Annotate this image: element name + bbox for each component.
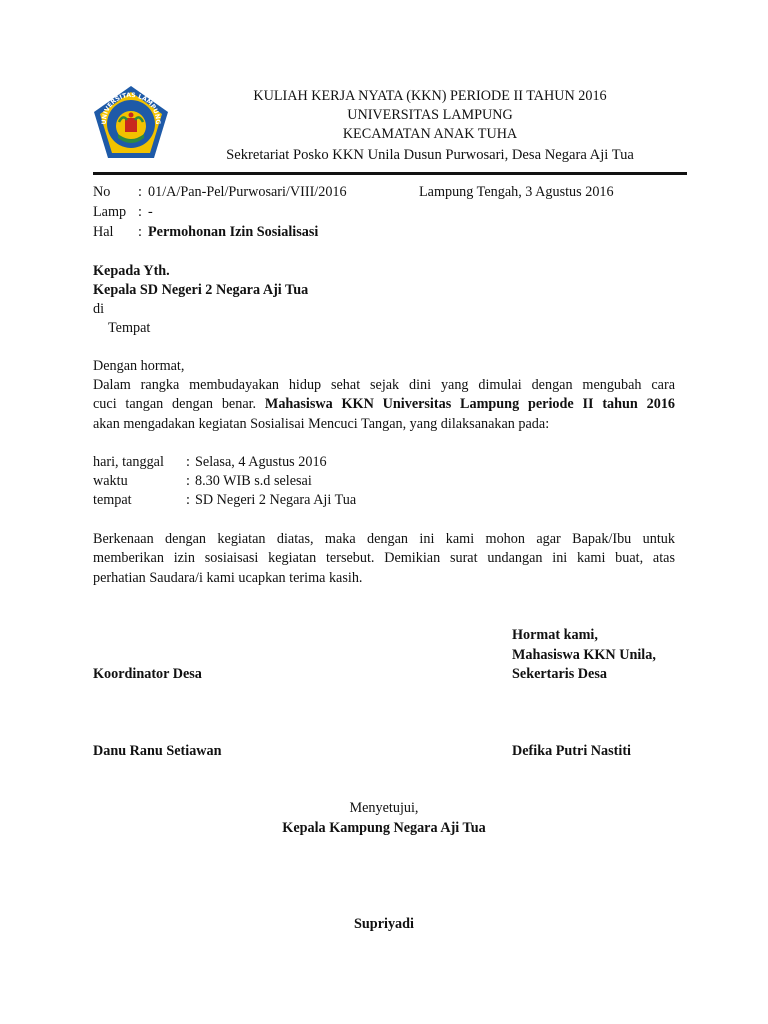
intro-line-2-text: cuci tangan dengan benar.	[93, 396, 257, 413]
request-line-3: perhatian Saudara/i kami ucapkan terima kasih.	[93, 569, 363, 586]
header-district: KECAMATAN ANAK TUHA	[342, 126, 518, 142]
event-day-value: Selasa, 4 Agustus 2016	[195, 454, 327, 470]
approval-name: Supriyadi	[354, 916, 414, 932]
event-place-label: tempat	[93, 492, 132, 508]
event-time-value: 8.30 WIB s.d selesai	[195, 473, 312, 489]
header-kkn-title: KULIAH KERJA NYATA (KKN) PERIODE II TAHUN 2016	[253, 88, 607, 104]
request-line-1: Berkenaan dengan kegiatan diatas, maka dengan ini kami mohon agar Bapak/Ibu untuk	[93, 531, 675, 547]
closing-students: Mahasiswa KKN Unila,	[512, 647, 656, 663]
event-time-sep: :	[186, 473, 190, 489]
paragraph-intro	[93, 376, 675, 434]
recipient-greeting: Kepada Yth.	[93, 263, 170, 279]
logo-text: UNIVERSITAS LAMPUNG	[100, 91, 162, 125]
event-day-sep: :	[186, 454, 190, 470]
event-place-sep: :	[186, 492, 190, 508]
request-line-2: memberikan izin sosiaisasi kegiatan tersebut. Demikian surat undangan ini kami buat, atas	[93, 550, 675, 567]
letter-date: Lampung Tengah, 3 Agustus 2016	[419, 184, 614, 200]
meta-hal-sep: :	[138, 224, 142, 240]
event-time-label: waktu	[93, 473, 128, 489]
meta-lamp-sep: :	[138, 204, 142, 220]
header-divider	[93, 172, 687, 175]
signature-right-name: Defika Putri Nastiti	[512, 743, 632, 759]
header-university: UNIVERSITAS LAMPUNG	[347, 107, 513, 123]
closing-regards: Hormat kami,	[512, 627, 598, 643]
signature-left-name: Danu Ranu Setiawan	[93, 743, 222, 759]
meta-no-value: 01/A/Pan-Pel/Purwosari/VIII/2016	[148, 184, 347, 200]
intro-line-2-bold: Mahasiswa KKN Universitas Lampung periode II tahun 2016	[264, 396, 676, 413]
recipient-place: Tempat	[108, 320, 151, 336]
intro-line-3: akan mengadakan kegiatan Sosialisai Mencuci Tangan, yang dilaksanakan pada:	[93, 415, 550, 432]
intro-line-1: Dalam rangka membudayakan hidup sehat sejak dini yang dimulai dengan mengubah cara	[93, 377, 675, 393]
event-day-label: hari, tanggal	[93, 454, 164, 470]
signature-right-title: Sekertaris Desa	[512, 666, 607, 682]
meta-no-label: No	[93, 184, 111, 200]
intro-line-2	[93, 395, 675, 414]
recipient-di: di	[93, 301, 105, 317]
opening-salutation: Dengan hormat,	[93, 358, 185, 374]
header-secretariat: Sekretariat Posko KKN Unila Dusun Purwosari, Desa Negara Aji Tua	[226, 147, 634, 163]
meta-lamp-label: Lamp	[93, 204, 127, 220]
approval-title: Kepala Kampung Negara Aji Tua	[282, 820, 486, 836]
approval-label: Menyetujui,	[349, 800, 419, 816]
event-place-value: SD Negeri 2 Negara Aji Tua	[195, 492, 357, 508]
recipient-name: Kepala SD Negeri 2 Negara Aji Tua	[93, 282, 309, 298]
university-logo-icon	[92, 84, 170, 160]
paragraph-request	[93, 530, 675, 588]
signature-left-title: Koordinator Desa	[93, 666, 202, 682]
meta-no-sep: :	[138, 184, 142, 200]
meta-lamp-value: -	[148, 204, 153, 220]
meta-hal-value: Permohonan Izin Sosialisasi	[148, 224, 319, 240]
meta-hal-label: Hal	[93, 224, 114, 240]
